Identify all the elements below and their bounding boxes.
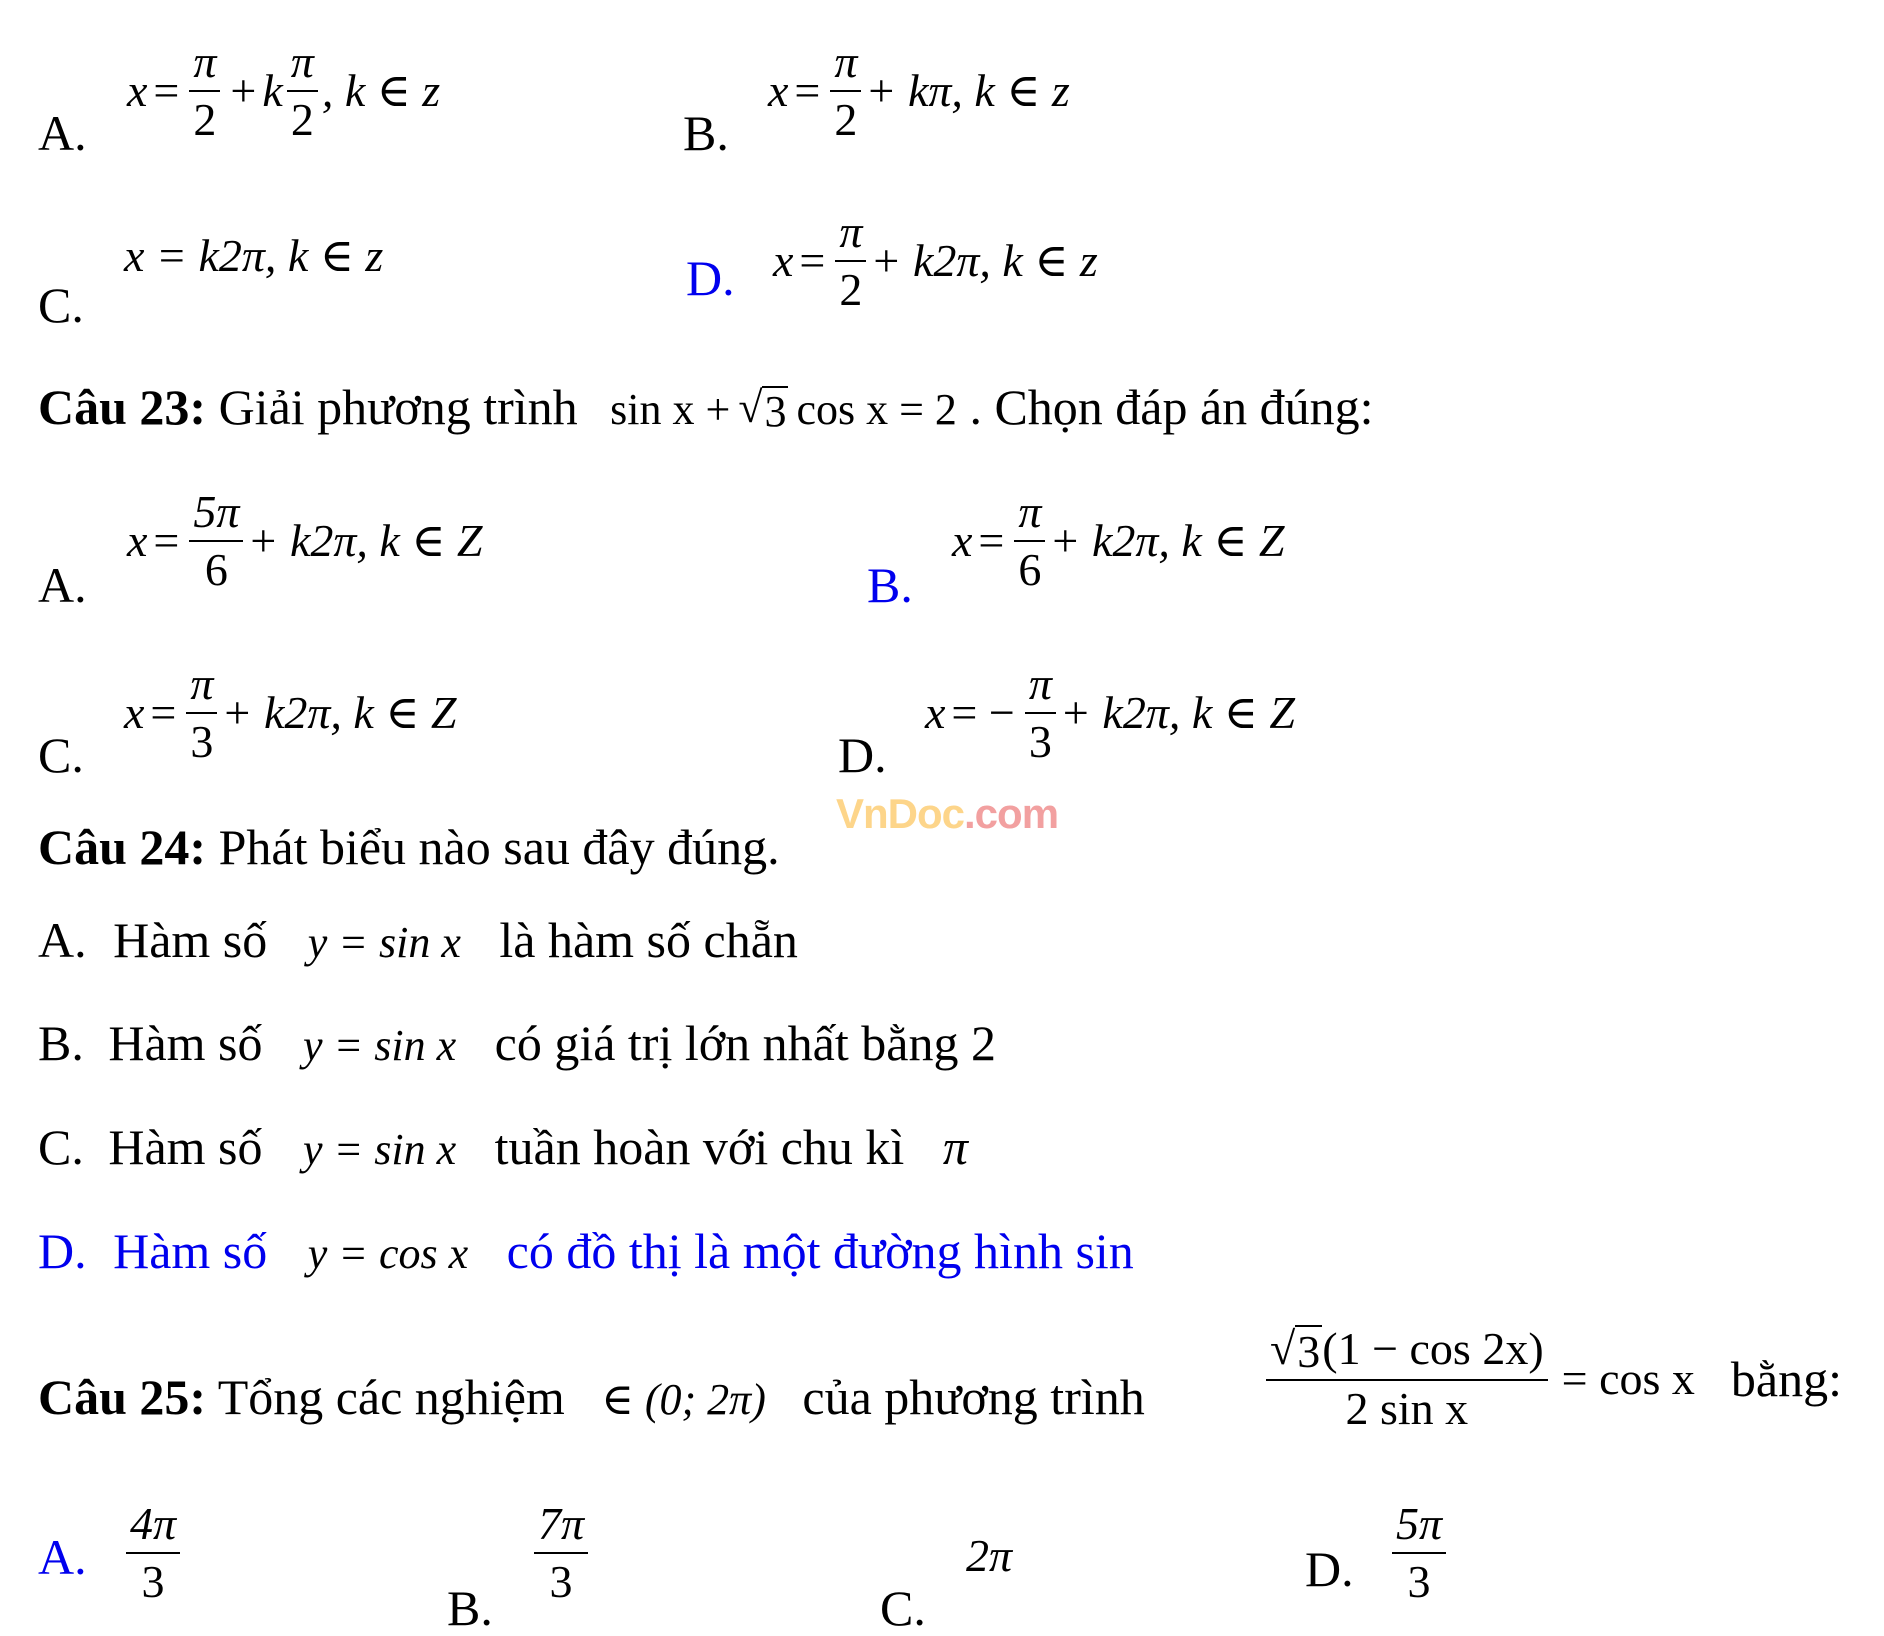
q25-option-d-label: D. [1305, 1541, 1354, 1597]
fraction: $\frac{5\pi}{3}$ [1392, 1500, 1446, 1607]
fraction: $\frac{\pi}{2}$ [835, 208, 866, 315]
fraction: $\frac{\pi}{3}$ [1025, 660, 1056, 767]
fraction: $\frac{\pi}{3}$ [186, 660, 217, 767]
fraction: $\frac{\pi}{2}$ [287, 38, 318, 145]
q23-option-d-formula: x = − $\frac{\pi}{3}$ + k2π, k ∈ Z [925, 658, 1295, 768]
q22-option-a-label: A. [38, 105, 87, 161]
q25-equation: √ 3 (1 − cos 2x) 2 sin x = cos x bằng: [1262, 1325, 1842, 1433]
q24-option-b: B. Hàm số y = sin x có giá trị lớn nhất bằng 2 [38, 1015, 996, 1071]
q22-option-d-formula: x = $\frac{\pi}{2}$ + k2π, k ∈ z [773, 206, 1098, 316]
fraction: $\frac{5\pi}{6}$ [189, 488, 243, 595]
q22-option-a-formula: x = $\frac{\pi}{2}$ + k $\frac{\pi}{2}$ , k ∈ z [127, 36, 441, 146]
sqrt: √ 3 [1270, 1323, 1321, 1377]
q22-option-b-formula: x = $\frac{\pi}{2}$ + kπ, k ∈ z [768, 36, 1070, 146]
sqrt: √ 3 [738, 383, 787, 436]
fraction: √ 3 (1 − cos 2x) 2 sin x [1266, 1325, 1548, 1433]
q25-interval: ∈ (0; 2π) [601, 1375, 766, 1424]
q25-option-b-label: B. [447, 1580, 493, 1636]
q25-option-b-value [530, 1500, 592, 1607]
q24-option-c: C. Hàm số y = sin x tuần hoàn với chu kì π [38, 1119, 968, 1175]
q22-option-d-label: D. [686, 250, 735, 306]
q22-option-c-label: C. [38, 277, 84, 333]
vndoc-watermark [836, 790, 1059, 837]
watermark-brand: VnDoc [836, 790, 965, 837]
q24-number: Câu 24: [38, 819, 207, 875]
q25-question-text: Câu 25: Tổng các nghiệm ∈ (0; 2π) của phương trình [38, 1369, 1145, 1425]
q24-question: Câu 24: Phát biểu nào sau đây đúng. [38, 819, 780, 875]
q23-equation: sin x + √ 3 cos x = 2 [610, 383, 957, 436]
q23-question: Câu 23: Giải phương trình sin x + √ 3 cos x = 2 . Chọn đáp án đúng: [38, 379, 1374, 436]
q22-option-b-label: B. [683, 105, 729, 161]
q25-option-d-value [1388, 1500, 1450, 1607]
fraction: $\frac{4\pi}{3}$ [126, 1500, 180, 1607]
q25-number: Câu 25: [38, 1369, 207, 1425]
q24-option-a: A. Hàm số y = sin x là hàm số chẵn [38, 912, 798, 968]
q23-option-b-formula: x = $\frac{\pi}{6}$ + k2π, k ∈ Z [952, 486, 1285, 596]
q23-number: Câu 23: [38, 379, 207, 435]
q23-option-a-formula: x = $\frac{5\pi}{6}$ + k2π, k ∈ Z [127, 486, 483, 596]
fraction: $\frac{\pi}{2}$ [830, 38, 861, 145]
q25-option-a-value [122, 1500, 184, 1607]
q24-option-d: D. Hàm số y = cos x có đồ thị là một đường hình sin [38, 1223, 1134, 1279]
q25-option-c-label: C. [880, 1580, 926, 1636]
q23-option-b-label: B. [867, 557, 913, 613]
q23-option-c-label: C. [38, 727, 84, 783]
q25-option-a-label: A. [38, 1529, 87, 1585]
q25-option-c-value: 2π [966, 1530, 1013, 1581]
var: x [127, 65, 148, 117]
fraction: $\frac{\pi}{2}$ [189, 38, 220, 145]
q22-option-c-formula: x = k2π, k ∈ z [124, 230, 384, 281]
q23-option-d-label: D. [838, 727, 887, 783]
q23-option-c-formula: x = $\frac{\pi}{3}$ + k2π, k ∈ Z [124, 658, 457, 768]
fraction: $\frac{7\pi}{3}$ [534, 1500, 588, 1607]
fraction: $\frac{\pi}{6}$ [1014, 488, 1045, 595]
watermark-tld: .com [964, 790, 1059, 837]
q23-option-a-label: A. [38, 557, 87, 613]
